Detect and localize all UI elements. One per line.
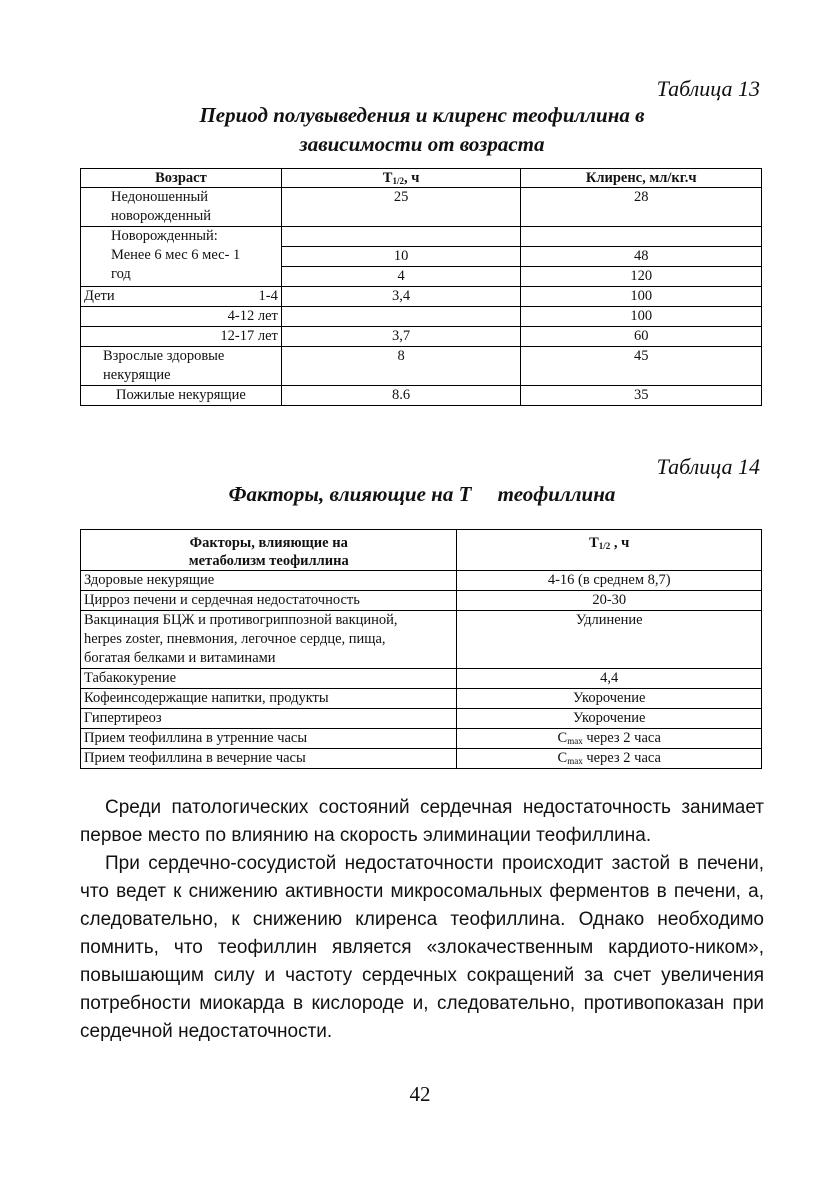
- table-row: [81, 591, 762, 611]
- value-cell: [457, 729, 762, 749]
- cell-value: 8: [281, 347, 521, 386]
- header-thalf-unit: , ч: [610, 535, 630, 551]
- header-clearance: Клиренс, мл/кг.ч: [521, 169, 762, 188]
- row-label: [81, 347, 282, 386]
- table-row: [81, 347, 762, 386]
- factor-cell: Табакокурение: [81, 669, 457, 689]
- table-row: [81, 669, 762, 689]
- row-label: [81, 188, 282, 227]
- value-cell: 4-16 (в среднем 8,7): [457, 571, 762, 591]
- row-label: [81, 287, 282, 307]
- table13-title-line1: Период полувыведения и клиренс теофиллина в: [199, 103, 645, 127]
- paragraph-2: При сердечно-сосудистой недостаточности происходит застой в печени, что ведет к снижению активности микросомальных ферментов в печени, а, следовательно, к снижению клиренса теофиллина. Однако необходимо помнить, что теофиллин является «злокачественным кардиото-ником», повышающим силу и частоту сердечных сокращений за счет увеличения потребности миокарда в кислороде и, следовательно, противопоказан при сердечной недостаточности.: [80, 853, 764, 1042]
- page-number: 42: [409, 1082, 431, 1106]
- header-factors-line: Факторы, влияющие на: [189, 535, 348, 551]
- table-row: [81, 689, 762, 709]
- table13-caption: Таблица 13: [656, 76, 760, 101]
- cell-value: 3,4: [281, 287, 521, 307]
- header-factors: [81, 530, 457, 571]
- table-row: [81, 611, 762, 669]
- factor-cell: [81, 611, 457, 669]
- table14-caption: Таблица 14: [656, 454, 760, 479]
- header-factors-line: метаболизм теофиллина: [188, 553, 349, 569]
- table-row: [81, 287, 762, 307]
- row-label: 12-17 лет: [81, 327, 282, 347]
- value-cell: 4,4: [457, 669, 762, 689]
- table-row: [81, 386, 762, 406]
- row-label: [81, 227, 282, 287]
- table-row: [81, 571, 762, 591]
- row-label: Пожилые некурящие: [81, 386, 282, 406]
- row-label-age-range: 1-4: [258, 288, 278, 304]
- cell-empty: [281, 307, 521, 327]
- row-label-line: Новорожденный:: [111, 228, 218, 244]
- row-label-children: Дети: [84, 288, 115, 304]
- table-row: [81, 749, 762, 769]
- table13-title: [80, 101, 764, 159]
- cell-value: 48: [521, 247, 762, 267]
- table-header-row: [81, 169, 762, 188]
- row-label-line: некурящие: [103, 367, 171, 383]
- cell-value: 4: [281, 267, 521, 287]
- cell-value: 60: [521, 327, 762, 347]
- cell-value: 100: [521, 307, 762, 327]
- header-thalf-label: T: [589, 535, 599, 551]
- factor-cell: Цирроз печени и сердечная недостаточность: [81, 591, 457, 611]
- factor-cell: Здоровые некурящие: [81, 571, 457, 591]
- factor-cell: Кофеинсодержащие напитки, продукты: [81, 689, 457, 709]
- row-label: 4-12 лет: [81, 307, 282, 327]
- factor-cell: Гипертиреоз: [81, 709, 457, 729]
- table13: [80, 168, 762, 406]
- row-label-line: Взрослые здоровые: [103, 348, 225, 364]
- value-symbol: C: [557, 730, 568, 746]
- header-thalf-unit: , ч: [403, 170, 420, 186]
- table14-title-part2: теофиллина: [497, 482, 616, 506]
- value-cell: [457, 749, 762, 769]
- cell-value: 8.6: [281, 386, 521, 406]
- table-row: [81, 307, 762, 327]
- paragraph-1: Среди патологических состояний сердечная недостаточность занимает первое место по влиянию на скорость элиминации теофиллина.: [80, 797, 764, 846]
- factor-line: богатая белками и витаминами: [84, 650, 276, 666]
- table14-title: [80, 480, 764, 509]
- factor-cell: Прием теофиллина в вечерние часы: [81, 749, 457, 769]
- cell-empty: [281, 227, 521, 247]
- factor-cell: Прием теофиллина в утренние часы: [81, 729, 457, 749]
- row-label-line: Недоношенный: [111, 189, 208, 205]
- value-subscript: max: [567, 736, 583, 746]
- header-age: Возраст: [81, 169, 282, 188]
- value-text: через 2 часа: [582, 750, 661, 766]
- cell-value: 100: [521, 287, 762, 307]
- value-cell: Укорочение: [457, 709, 762, 729]
- cell-value: 28: [521, 188, 762, 227]
- value-subscript: max: [567, 756, 583, 766]
- header-thalf: [281, 169, 521, 188]
- cell-value: 10: [281, 247, 521, 267]
- factor-line: Вакцинация БЦЖ и противогриппозной вакциной,: [84, 612, 398, 628]
- value-text: через 2 часа: [582, 730, 661, 746]
- cell-empty: [521, 227, 762, 247]
- value-cell: Удлинение: [457, 611, 762, 669]
- cell-value: 45: [521, 347, 762, 386]
- row-label-line: новорожденный: [111, 208, 211, 224]
- cell-value: 120: [521, 267, 762, 287]
- table-row: [81, 327, 762, 347]
- table14: [80, 529, 762, 769]
- value-cell: 20-30: [457, 591, 762, 611]
- row-label-line: Менее 6 мес 6 мес- 1: [111, 247, 241, 263]
- header-thalf: [457, 530, 762, 571]
- header-thalf-sub: 1/2: [392, 176, 404, 186]
- table-row: [81, 188, 762, 227]
- value-symbol: C: [557, 750, 568, 766]
- row-label-line: год: [111, 266, 131, 282]
- header-thalf-sub: 1/2: [598, 541, 611, 551]
- body-text: [80, 794, 764, 1046]
- cell-value: 35: [521, 386, 762, 406]
- table-header-row: [81, 530, 762, 571]
- table-row: [81, 227, 762, 247]
- table-row: [81, 729, 762, 749]
- cell-value: 3,7: [281, 327, 521, 347]
- table14-title-part1: Факторы, влияющие на T: [228, 482, 472, 506]
- cell-value: 25: [281, 188, 521, 227]
- factor-line: herpes zoster, пневмония, легочное сердце, пища,: [84, 631, 386, 647]
- header-thalf-label: T: [382, 170, 393, 186]
- table13-title-line2: зависимости от возраста: [299, 132, 545, 156]
- table-row: [81, 709, 762, 729]
- value-cell: Укорочение: [457, 689, 762, 709]
